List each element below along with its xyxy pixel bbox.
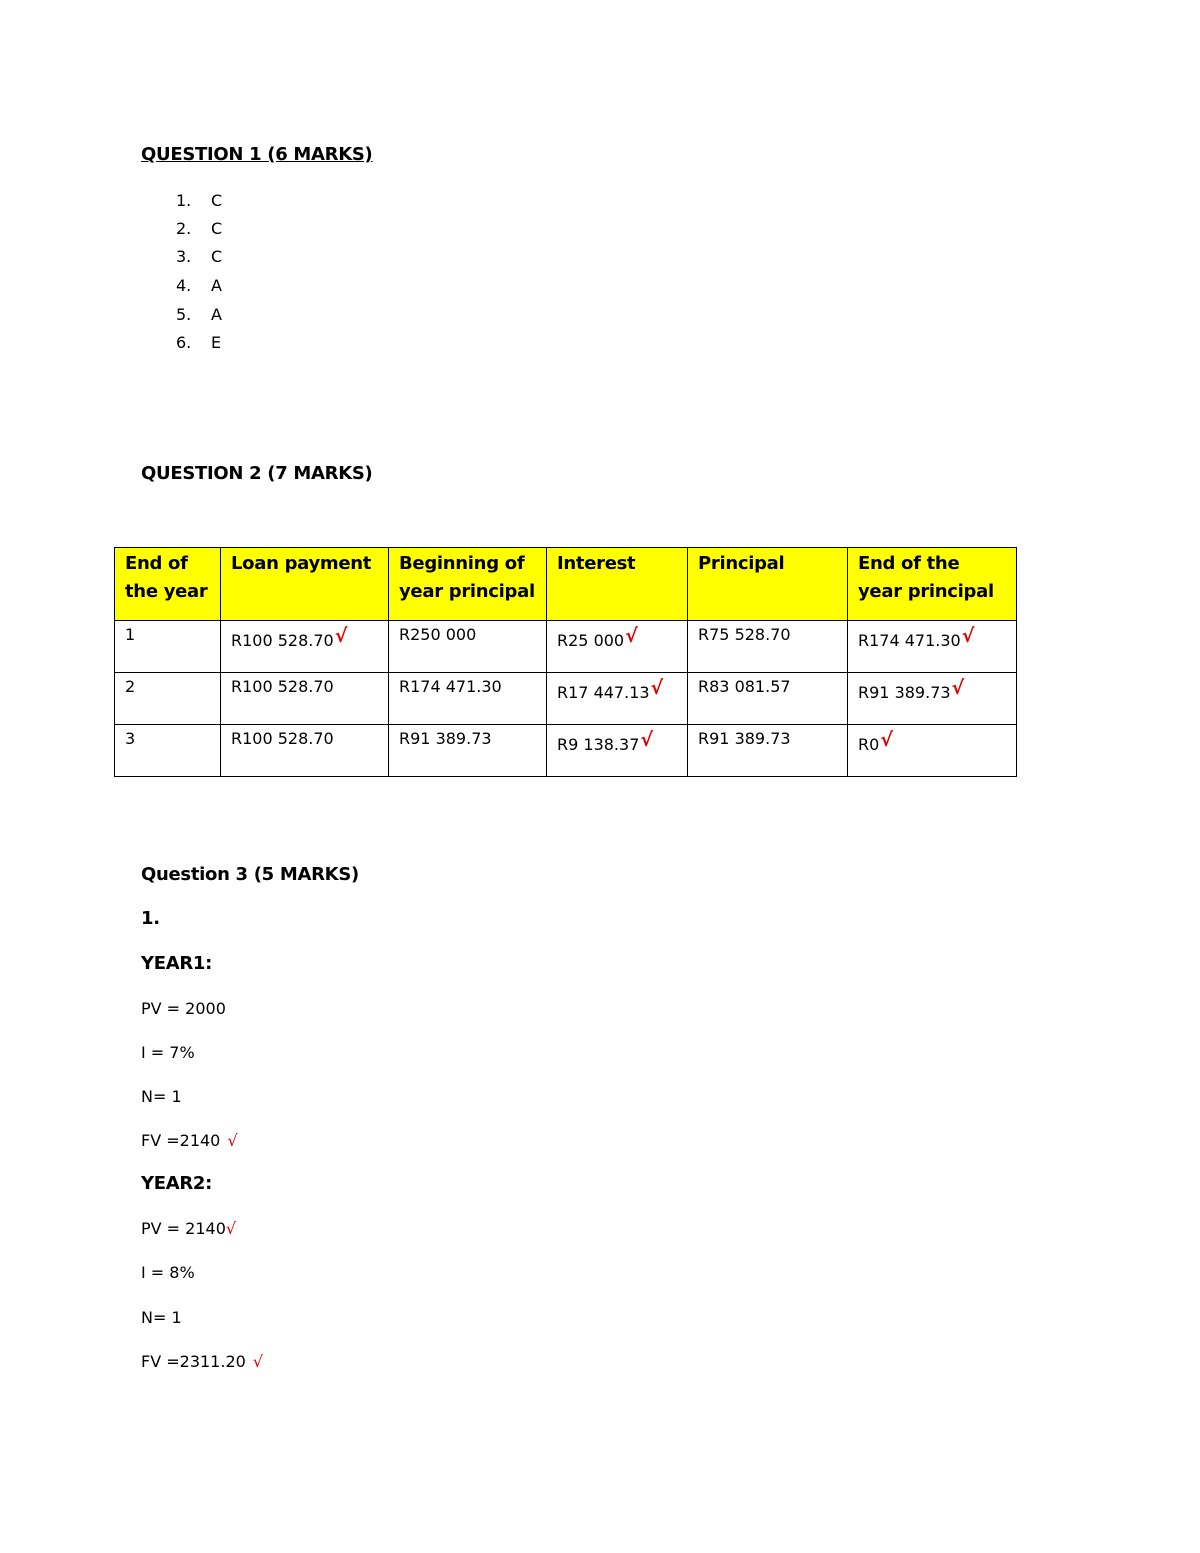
column-header: End of the year principal [848,548,1017,621]
table-cell: R174 471.30√ [848,621,1017,673]
table-cell: R91 389.73 [688,725,848,777]
year-2-pv-line [141,1219,236,1238]
checkmark-icon: √ [961,625,975,647]
list-item-number: 1. [176,191,192,210]
checkmark-icon: √ [650,677,664,699]
year-2-fv-line [141,1352,263,1371]
list-item-number: 2. [176,219,192,238]
table-row [115,725,1017,777]
list-item-number: 5. [176,305,192,324]
table-cell: R250 000 [389,621,547,673]
column-header: Loan payment [221,548,389,621]
question-2-title: QUESTION 2 (7 MARKS) [141,463,373,484]
checkmark-icon: √ [640,729,654,751]
checkmark-icon: √ [225,1219,237,1238]
checkmark-icon: √ [951,677,965,699]
list-item-answer: A [211,276,222,295]
year-1-fv-line [141,1131,238,1150]
list-item-answer: C [211,191,223,210]
list-item-answer: E [211,333,222,352]
table-header-row [115,548,1017,621]
year-1-label: YEAR1: [141,953,213,974]
year-2-periods: N= 1 [141,1308,182,1327]
table-cell: R100 528.70√ [221,621,389,673]
question-1-title: QUESTION 1 (6 MARKS) [141,144,373,165]
column-header: Interest [547,548,688,621]
checkmark-icon: √ [227,1131,238,1150]
table-cell: R17 447.13√ [547,673,688,725]
table-cell: R100 528.70 [221,725,389,777]
table-cell: R0√ [848,725,1017,777]
table-cell: R25 000√ [547,621,688,673]
list-item-answer: A [211,305,222,324]
checkmark-icon: √ [334,625,348,647]
year-1-rate: I = 7% [141,1043,195,1062]
question-3-part-number: 1. [141,908,160,929]
column-header: Beginning of year principal [389,548,547,621]
table-cell: R91 389.73 [389,725,547,777]
checkmark-icon: √ [880,729,893,751]
checkmark-icon: √ [625,625,638,647]
table-cell: R91 389.73√ [848,673,1017,725]
year-2-rate: I = 8% [141,1263,195,1282]
table-row [115,673,1017,725]
table-row [115,621,1017,673]
table-cell: 3 [115,725,221,777]
list-item-number: 6. [176,333,192,352]
column-header: End of the year [115,548,221,621]
table-cell: R9 138.37√ [547,725,688,777]
list-item-number: 4. [176,276,192,295]
table-cell: R75 528.70 [688,621,848,673]
year-2-pv: PV = 2140 [141,1219,226,1238]
question-3-title: Question 3 (5 MARKS) [141,864,359,885]
year-1-periods: N= 1 [141,1087,182,1106]
list-item-number: 3. [176,247,192,266]
year-1-pv: PV = 2000 [141,999,226,1018]
table-cell: 2 [115,673,221,725]
list-item-answer: C [211,247,223,266]
year-2-label: YEAR2: [141,1173,213,1194]
list-item-answer: C [211,219,223,238]
column-header: Principal [688,548,848,621]
table-cell: R174 471.30 [389,673,547,725]
loan-amortization-table [114,547,1017,777]
checkmark-icon: √ [252,1352,264,1371]
table-cell: 1 [115,621,221,673]
table-cell: R83 081.57 [688,673,848,725]
table-cell: R100 528.70 [221,673,389,725]
year-2-fv: FV =2311.20 [141,1352,251,1371]
year-1-fv: FV =2140 [141,1131,226,1150]
